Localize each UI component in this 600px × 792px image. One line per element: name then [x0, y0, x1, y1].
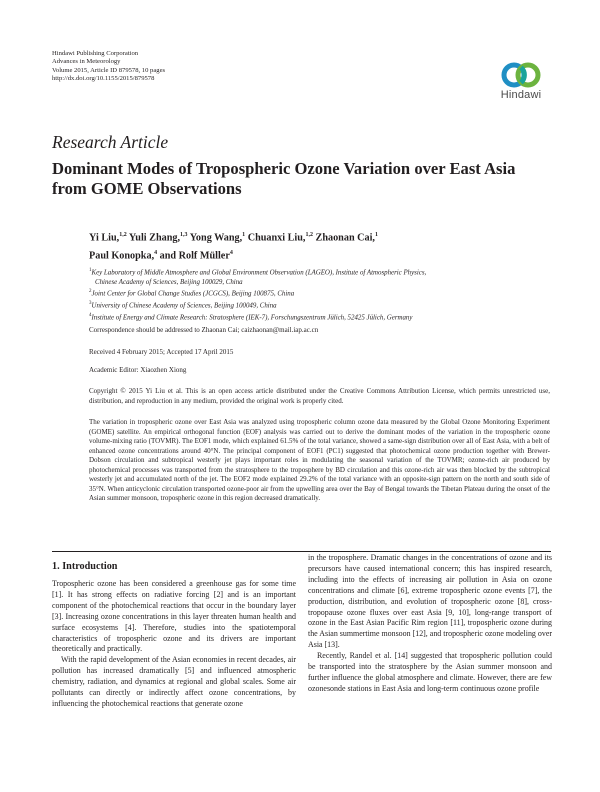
received-dates: Received 4 February 2015; Accepted 17 April 2015 [89, 348, 234, 356]
affiliation-text: Institute of Energy and Climate Research: Stratosphere (IEK-7), Forschungszentrum Jülich, 52425 Jülich, Germany [91, 314, 413, 322]
affiliation-item [89, 311, 551, 323]
author-affiliation-mark: 1 [374, 232, 378, 238]
body-paragraph: With the rapid development of the Asian economies in recent decades, air pollution has increased dramatically [5] and influenced atmospheric chemistry, radiation, and dynamics at regional and global scales. Some air pollutants can directly or indirectly affect ozone concentrations, by influencing the photochemical reactions that generate ozone [52, 655, 296, 708]
body-paragraph: Recently, Randel et al. [14] suggested that tropospheric pollution could be transported into the stratosphere by the Asian summer monsoon and further influence the global atmosphere and climate. However, there are few ozonesonde stations in East Asia and long-term continuous ozone profile [308, 651, 552, 693]
article-type: Research Article [52, 132, 169, 152]
author-name: and Rolf Müller [159, 250, 230, 262]
author-name: Paul Konopka, [89, 250, 155, 262]
section-heading: 1. Introduction [52, 561, 118, 572]
author-name: Yi Liu, [89, 232, 120, 244]
affiliation-text: Key Laboratory of Middle Atmosphere and Global Environment Observation (LAGEO), Institute of Atmospheric Physics, [91, 269, 427, 277]
affiliation-number: 2 [89, 289, 92, 295]
author-affiliation-mark: 1,2 [305, 232, 313, 238]
author-name: Yuli Zhang, [128, 232, 181, 244]
affiliation-list [89, 266, 551, 323]
hindawi-logo-text: Hindawi [500, 89, 542, 101]
author-name: Zhaonan Cai, [315, 232, 375, 244]
affiliation-item [89, 278, 551, 288]
affiliation-number: 1 [89, 268, 92, 273]
affiliation-text: Chinese Academy of Sciences, Beijing 100029, China [95, 278, 243, 286]
section-divider [52, 551, 551, 552]
affiliation-item [89, 266, 551, 278]
affiliation-item [89, 287, 551, 299]
copyright-notice: Copyright © 2015 Yi Liu et al. This is an open access article distributed under the Creative Commons Attribution License, which permits unrestricted use, distribution, and reproduction in any medium, provided the original work is properly cited. [89, 387, 550, 405]
correspondence-note: Correspondence should be addressed to Zhaonan Cai; caizhaonan@mail.iap.ac.cn [89, 326, 319, 334]
author-name: Chuanxi Liu, [247, 232, 306, 244]
right-column [308, 553, 552, 695]
affiliation-text: University of Chinese Academy of Sciences, Beijing 100049, China [91, 302, 277, 310]
publisher-line: Hindawi Publishing Corporation [52, 50, 139, 57]
author-name: Yong Wang, [189, 232, 243, 244]
paper-title: Dominant Modes of Tropospheric Ozone Variation over East Asia from GOME Observations [52, 159, 516, 198]
author-affiliation-mark: 1 [242, 232, 246, 238]
affiliation-number: 3 [89, 301, 92, 307]
abstract-text: The variation in tropospheric ozone over East Asia was analyzed using tropospheric column ozone data measured by the Global Ozone Monitoring Experiment (GOME) satellite. An empirical orthogonal function (EOF) analysis was carried out to derive the dominant modes of the variation in the tropospheric ozone volume-mixing ratio (TOVMR). The EOF1 mode, which explained 61.5% of the total variance, showed a same-sign distribution over all of East Asia, with a belt of enhanced ozone concentrations around 40°N. The principal component of EOF1 (PC1) suggested that photochemical ozone production together with Brewer-Dobson circulation and subtropical westerly jet plays important roles in modulating the seasonal variation of the TOVMR; ozone-rich air produced by photochemical processes was transported from the stratosphere to the troposphere by BD circulation and this ozone-rich air was then blocked by the subtropical westerly jet and accumulated north of the jet. The EOF2 mode explained 29.2% of the total variance with an opposite-sign pattern on the north and south side of 35°N. When anticyclonic circulation transported ozone-poor air from the upwelling area over the Bay of Bengal towards the Tibetan Plateau during the onset of the Asian summer monsoon, tropospheric ozone in this region decreased dramatically. [89, 418, 550, 503]
left-column [52, 579, 296, 710]
volume-line: Volume 2015, Article ID 879578, 10 pages [52, 66, 166, 74]
affiliation-item [89, 299, 551, 311]
academic-editor: Academic Editor: Xiaozhen Xiong [89, 366, 187, 374]
affiliation-number: 4 [89, 313, 92, 319]
author-affiliation-mark: 1,2 [119, 232, 127, 238]
author-list [89, 228, 549, 264]
journal-info [52, 50, 165, 84]
journal-line: Advances in Meteorology [52, 58, 121, 66]
body-paragraph: Tropospheric ozone has been considered a greenhouse gas for some time [1]. It has strong effects on radiative forcing [2] and is an important component of the photochemical reactions that occur in the boundary layer [3]. Increasing ozone concentrations in this layer threaten human health and surface ecosystems [4]. Therefore, studies into the spatiotemporal characteristics of tropospheric ozone and its drivers are important theoretically and practically. [52, 579, 296, 654]
doi-link[interactable]: http://dx.doi.org/10.1155/2015/879578 [52, 75, 155, 83]
body-paragraph: in the troposphere. Dramatic changes in the concentrations of ozone and its precursors have caused international concern; this has inspired research, including into the effects of increasing air pollution in Asia on ozone concentrations and climate [6], extreme tropospheric ozone events [7], the production, distribution, and evolution of tropospheric ozone [8], cross-tropopause ozone fluxes over east Asia [9, 10], long-range transport of ozone in the East Asian Pacific Rim region [11], tropospheric ozone during the Asian summertime monsoon [12], and tropospheric ozone modeling over Asia [13]. [308, 553, 552, 650]
author-affiliation-mark: 4 [154, 249, 158, 256]
author-affiliation-mark: 4 [229, 249, 233, 256]
affiliation-text: Joint Center for Global Change Studies (JCGCS), Beijing 100875, China [91, 290, 295, 298]
author-affiliation-mark: 1,3 [180, 232, 188, 238]
